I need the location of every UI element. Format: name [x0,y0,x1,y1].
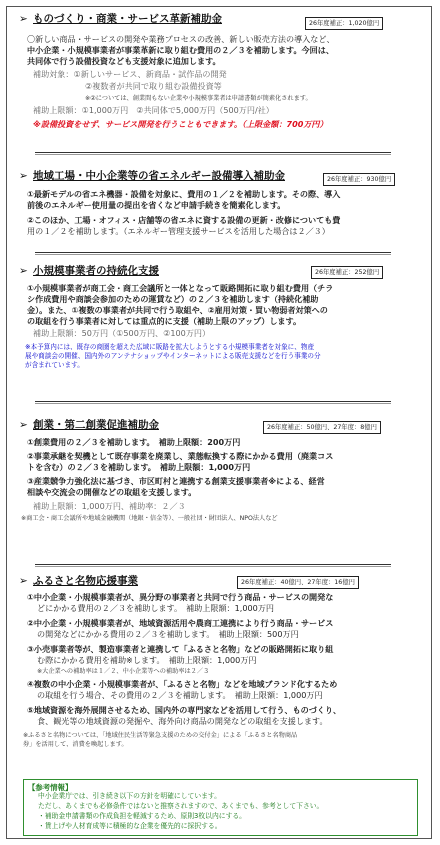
section-title: ➢ 地域工場・中小企業等の省エネルギー設備導入補助金 [19,170,285,182]
reference-title: 【参考情報】 [28,783,73,792]
body-line: ②このほか、工場・オフィス・店舗等の省エネに資する設備の更新・改修についても費 [27,215,341,225]
body-line: 食、観光等の地域資源の発掘や、海外向け商品の開発などの取組を支援します。 [37,716,328,726]
body-line: 前後のエネルギー使用量の提出を省くなど申請手続きを簡素化します。 [27,200,286,210]
body-line: の開発などにかかる費用の２／３を補助します。 補助上限額：500万円 [37,629,299,639]
note-line: ※②については、創業間もない企業や小規模事業者は申請書類が簡素化されます。 [85,95,312,102]
body-line: ②中小企業・小規模事業者が、地域資源活用や農商工連携により行う商品・サービス [27,618,334,628]
body-line: 補助上限額：①1,000万円 ②共同体で5,000万円（500万円/社） [33,105,274,115]
arrow-icon: ➢ [19,575,28,587]
body-line: 補助上限額：1,000万円、補助率：２／３ [33,501,186,511]
body-line: ②事業承継を契機として既存事業を廃業し、業態転換する際にかかる費用（廃業コス [27,451,334,461]
body-line: 金）。また、①複数の事業者が共同で行う取組や、②雇用対策・買い物弱者対策への [27,305,328,315]
budget-badge: 26年度補正：1,020億円 [305,17,383,30]
note-line: ※ふるさと名物については、「地域住民生活等緊急支援のための交付金」による「ふるさと名物商品 [23,732,298,739]
section-title: ➢ 小規模事業者の持続化支援 [19,265,159,277]
body-line: ①創業費用の２／３を補助します。 補助上限額：200万円 [27,437,241,447]
body-line: シ作成費用や商談会参加のための運賃など）の２／３を補助します（持続化補助 [27,294,319,304]
document-frame [6,6,432,839]
body-line: ③小売事業者等が、製造事業者と連携して「ふるさと名物」などの販路開拓に取り組 [27,644,334,654]
body-line: 補助対象：①新しいサービス、新商品・試作品の開発 [33,69,227,79]
reference-box [23,779,418,836]
body-line: の取組を行う場合、その費用の２／３を補助します。 補助上限額：1,000万円 [37,690,323,700]
body-line: 用の１／２を補助します。（エネルギー管理支援サービスを活用した場合は２／３） [27,226,330,236]
arrow-icon: ➢ [19,419,28,431]
section-title: ➢ ふるさと名物応援事業 [19,575,138,587]
section-title: ➢ ものづくり・商業・サービス革新補助金 [19,13,222,25]
reference-line: ただし、あくまでも必修条件ではないと推察されますので、あくまでも、参考として下さい。 [38,802,324,810]
divider [35,152,391,153]
body-line: トを含む）の２／３を補助します。 補助上限額：1,000万円 [27,462,251,472]
arrow-icon: ➢ [19,265,28,277]
note-line: 展や商談会の開催、国内外のアンテナショップやインターネットによる販売支援などを行う事業の分 [25,352,321,360]
note-line: ※大企業への補助率は１／２、中小企業等への補助率は２／３ [37,668,210,675]
divider [35,564,391,565]
divider [35,252,391,253]
body-line: 補助上限額：50万円（①500万円、②100万円） [33,328,211,338]
body-line: どにかかる費用の２／３を補助します。 補助上限額：1,000万円 [37,603,275,613]
note-line: ※本予算内には、既存の商圏を超えた広域に販路を拡大しようとする小規模事業者を対象に、物産 [25,343,315,351]
body-line: ②複数者が共同で取り組む設備投資等 [85,81,222,91]
budget-badge: 26年度補正：252億円 [311,266,383,279]
reference-line: 中小企業庁では、引き続き以下の方針を明確にしています。 [38,792,221,800]
body-line: 中小企業・小規模事業者が事業革新に取り組む費用の２／３を補助します。今回は、 [27,45,334,55]
reference-line: ・賃上げや人材育成等に積極的な企業を優先的に採択する。 [38,822,222,830]
divider [35,401,391,402]
body-line: 相談や交流会の開催などの取組を支援します。 [27,487,197,497]
body-line: の取組を行う事業者に対しては重点的に支援（補助上限のアップ）します。 [27,316,302,326]
body-line: ③産業競争力強化法に基づき、市区町村と連携する創業支援事業者※による、経営 [27,476,325,486]
body-line: 共同体で行う設備投資なども支援対象に追加します。 [27,56,221,66]
body-line: ①中小企業・小規模事業者が、異分野の事業者と共同で行う商品・サービスの開発な [27,592,334,602]
budget-badge: 26年度補正：930億円 [323,173,395,186]
note-line: 券」を活用して、消費を喚起します。 [23,741,128,748]
budget-badge: 26年度補正：40億円、27年度：16億円 [237,576,359,589]
body-line: ⑤地域資源を海外展開させるため、国内外の専門家などを活用して行う、ものづくり、 [27,705,342,715]
note-line: ※商工会・商工会議所や地域金融機関（地銀・信金等）、一般社団・財団法人、NPO法人など [21,515,278,522]
highlight-note: ※設備投資をせず、サービス開発を行うこともできます。（上限金額：700万円） [33,119,328,129]
body-line: ①小規模事業者が商工会・商工会議所と一体となって販路開拓に取り組む費用（チラ [27,283,334,293]
note-line: が含まれています。 [25,361,84,369]
section-title: ➢ 創業・第二創業促進補助金 [19,419,159,431]
body-line: 〇新しい商品・サービスの開発や業務プロセスの改善、新しい販売方法の導入など、 [27,34,335,44]
arrow-icon: ➢ [19,170,28,182]
body-line: む際にかかる費用を補助※します。 補助上限額：1,000万円 [37,655,257,665]
reference-line: ・補助金申請書類の作成負担を軽減するため、原則3枚以内にする。 [38,812,246,820]
budget-badge: 26年度補正：50億円、27年度：8億円 [263,421,381,434]
arrow-icon: ➢ [19,13,28,25]
body-line: ①最新モデルの省エネ機器・設備を対象に、費用の１／２を補助します。その際、導入 [27,189,341,199]
body-line: ④複数の中小企業・小規模事業者が、「ふるさと名物」などを地域ブランド化するため [27,679,338,689]
